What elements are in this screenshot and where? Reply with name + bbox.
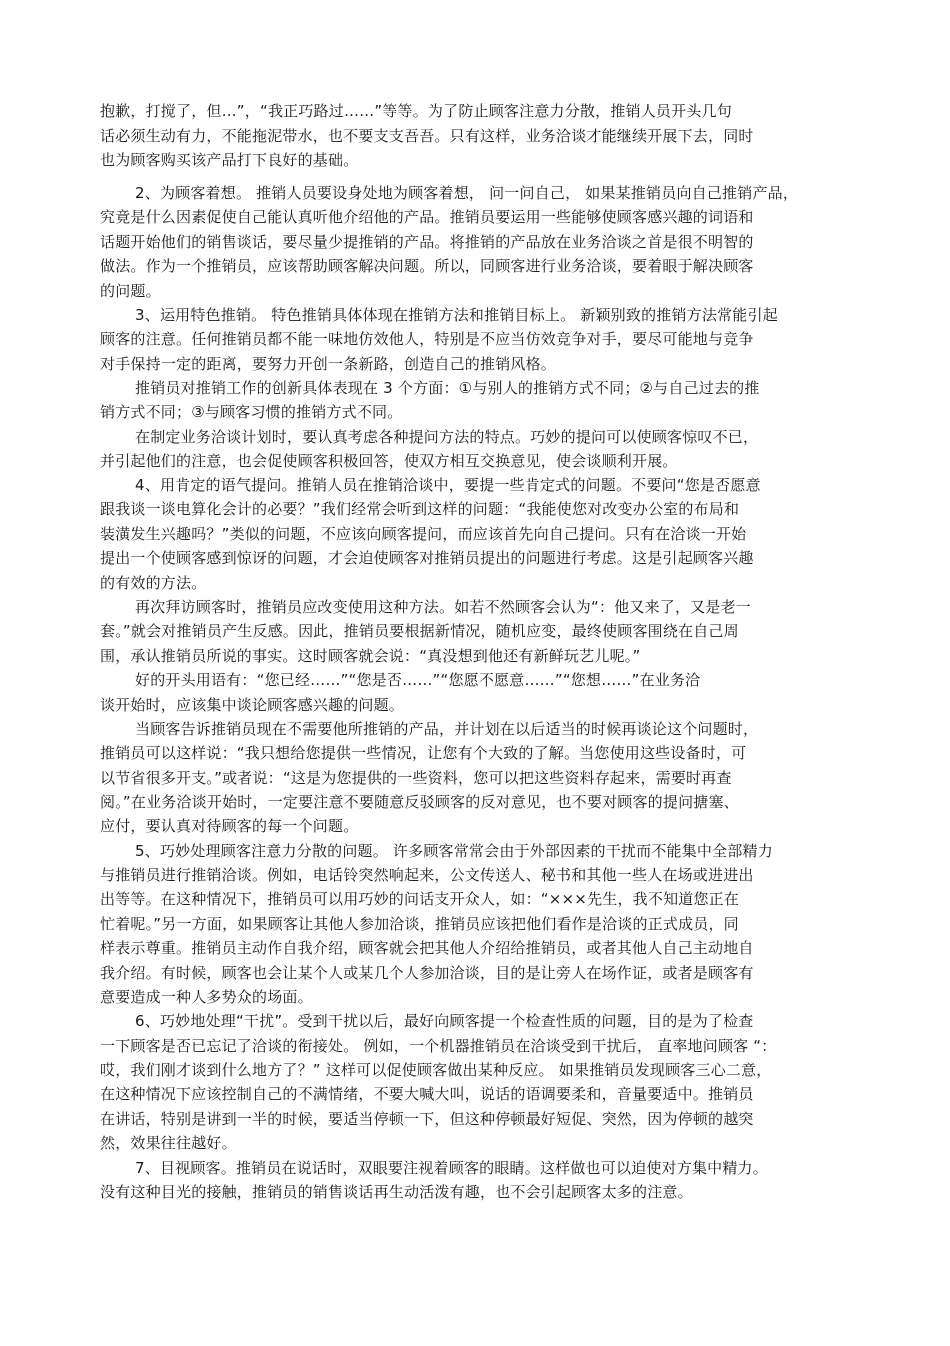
text-line: 哎，我们刚才谈到什么地方了？” 这样可以促使顾客做出某种反应。 如果推销员发现顾客三心二意，	[100, 1061, 772, 1079]
text-line: 样表示尊重。推销员主动作自我介绍，顾客就会把其他人介绍给推销员，或者其他人自己主动地自	[100, 939, 754, 957]
text-line: 6、巧妙地处理“干扰”。受到干扰以后，最好向顾客提一个检查性质的问题，目的是为了检查	[135, 1012, 754, 1030]
text-line: 跟我谈一谈电算化会计的必要？”我们经常会听到这样的问题：“我能使您对改变办公室的布局和	[100, 500, 740, 518]
text-line: 提出一个使顾客感到惊讶的问题，才会迫使顾客对推销员提出的问题进行考虑。这是引起顾客兴趣	[100, 549, 754, 567]
text-line: 再次拜访顾客时，推销员应改变使用这种方法。如若不然顾客会认为“：他又来了，又是老一	[135, 598, 751, 616]
text-line: 做法。作为一个推销员，应该帮助顾客解决问题。所以，同顾客进行业务洽谈，要着眼于解决顾客	[100, 257, 754, 275]
text-line: 也为顾客购买该产品打下良好的基础。	[100, 151, 359, 169]
text-line: 2、为顾客着想。 推销人员要设身处地为顾客着想， 问一问自己， 如果某推销员向自己推销产品，	[135, 184, 799, 202]
text-line: 并引起他们的注意，也会促使顾客积极回答，使双方相互交换意见，使会谈顺利开展。	[100, 452, 678, 470]
text-line: 的问题。	[100, 282, 161, 300]
text-line: 对手保持一定的距离，要努力开创一条新路，创造自己的推销风格。	[100, 355, 557, 373]
text-line: 话必须生动有力，不能拖泥带水，也不要支支吾吾。只有这样，业务洽谈才能继续开展下去，同时	[100, 127, 754, 145]
text-line: 谈开始时，应该集中谈论顾客感兴趣的问题。	[100, 696, 405, 714]
text-line: 出等等。在这种情况下，推销员可以用巧妙的问话支开众人，如：“×××先生，我不知道您正在	[100, 890, 740, 908]
text-line: 然，效果往往越好。	[100, 1134, 237, 1152]
text-line: 在这种情况下应该控制自己的不满情绪，不要大喊大叫，说话的语调要柔和，音量要适中。推销员	[100, 1085, 754, 1103]
text-line: 究竟是什么因素促使自己能认真听他介绍他的产品。推销员要运用一些能够使顾客感兴趣的词语和	[100, 208, 754, 226]
text-line: 在制定业务洽谈计划时，要认真考虑各种提问方法的特点。巧妙的提问可以使顾客惊叹不已，	[135, 428, 759, 446]
text-line: 意要造成一种人多势众的场面。	[100, 988, 313, 1006]
text-line: 的有效的方法。	[100, 574, 207, 592]
text-line: 没有这种目光的接触，推销员的销售谈话再生动活泼有趣，也不会引起顾客太多的注意。	[100, 1183, 693, 1201]
text-line: 阅。”在业务洽谈开始时，一定要注意不要随意反驳顾客的反对意见，也不要对顾客的提问搪塞、	[100, 793, 739, 811]
text-line: 套。”就会对推销员产生反感。因此，推销员要根据新情况，随机应变，最终使顾客围绕在自己周	[100, 622, 739, 640]
text-line: 在讲话，特别是讲到一半的时候，要适当停顿一下，但这种停顿最好短促、突然，因为停顿的越突	[100, 1110, 754, 1128]
text-line: 一下顾客是否已忘记了洽谈的衔接处。 例如，一个机器推销员在洽谈受到干扰后， 直率地问顾客 “：	[100, 1037, 777, 1055]
text-line: 应付，要认真对待顾客的每一个问题。	[100, 817, 359, 835]
text-line: 好的开头用语有：“您已经……”“您是否……”“您愿不愿意……”“您想……”在业务洽	[135, 671, 701, 689]
text-line: 4、用肯定的语气提问。推销人员在推销洽谈中，要提一些肯定式的问题。不要问“您是否愿意	[135, 476, 761, 494]
text-line: 5、巧妙处理顾客注意力分散的问题。 许多顾客常常会由于外部因素的干扰而不能集中全部精力	[135, 842, 773, 860]
text-line: 抱歉，打搅了，但…”，“我正巧路过……”等等。为了防止顾客注意力分散，推销人员开头几句	[100, 102, 732, 120]
text-line: 7、目视顾客。推销员在说话时，双眼要注视着顾客的眼睛。这样做也可以迫使对方集中精力。	[135, 1159, 768, 1177]
text-line: 忙着呢。”另一方面，如果顾客让其他人参加洽谈，推销员应该把他们看作是洽谈的正式成员，同	[100, 915, 739, 933]
text-line: 推销员对推销工作的创新具体表现在 3 个方面：①与别人的推销方式不同；②与自己过去的推	[135, 379, 760, 397]
text-line: 销方式不同；③与顾客习惯的推销方式不同。	[100, 403, 403, 421]
text-line: 话题开始他们的销售谈话，要尽量少提推销的产品。将推销的产品放在业务洽谈之首是很不明智的	[100, 233, 754, 251]
text-line: 顾客的注意。任何推销员都不能一味地仿效他人，特别是不应当仿效竞争对手，要尽可能地与竞争	[100, 330, 754, 348]
text-line: 装潢发生兴趣吗？”类似的问题，不应该向顾客提问，而应该首先向自己提问。只有在洽谈一开始	[100, 525, 747, 543]
text-line: 与推销员进行推销洽谈。例如，电话铃突然响起来，公文传送人、秘书和其他一些人在场或进进出	[100, 866, 754, 884]
text-line: 当顾客告诉推销员现在不需要他所推销的产品，并计划在以后适当的时候再谈论这个问题时，	[135, 720, 759, 738]
text-line: 推销员可以这样说：“我只想给您提供一些情况，让您有个大致的了解。当您使用这些设备时，可	[100, 744, 747, 762]
text-line: 我介绍。有时候，顾客也会让某个人或某几个人参加洽谈，目的是让旁人在场作证，或者是顾客有	[100, 964, 754, 982]
text-line: 围，承认推销员所说的事实。这时顾客就会说：“真没想到他还有新鲜玩艺儿呢。”	[100, 647, 641, 665]
text-line: 以节省很多开支。”或者说：“这是为您提供的一些资料，您可以把这些资料存起来，需要时再查	[100, 769, 732, 787]
text-line: 3、运用特色推销。 特色推销具体体现在推销方法和推销目标上。 新颖别致的推销方法常能引起	[135, 306, 778, 324]
